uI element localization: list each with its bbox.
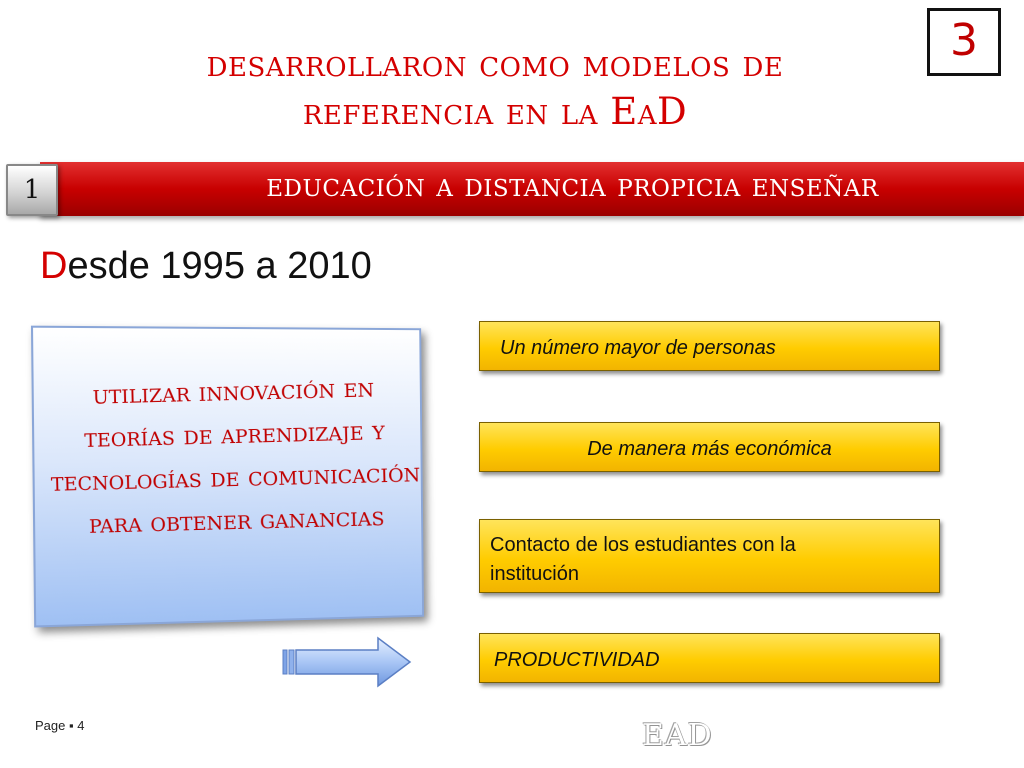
slide-number-box: 3 (927, 8, 1001, 76)
section-banner (40, 162, 1024, 216)
blue-card-text: utilizar innovación en teorías de aprendizaje y tecnologías de comunicación para obtener ganancias (50, 372, 421, 540)
option-box-personas (479, 321, 940, 371)
right-arrow-icon (282, 636, 414, 688)
banner-text: educación a distancia propicia enseñar (266, 165, 879, 204)
option-box-label: Contacto de los estudiantes con la institución (490, 534, 796, 585)
footer-logo: EAD (642, 718, 713, 753)
slide-title (60, 40, 930, 136)
option-box-economica (479, 422, 940, 472)
title-line-1: desarrollaron como modelos de (206, 42, 784, 85)
option-box-label: Un número mayor de personas (500, 337, 776, 359)
option-box-contacto (479, 519, 940, 593)
option-box-productividad (479, 633, 940, 683)
title-line-2: referencia en la EaD (302, 90, 688, 133)
option-box-label: PRODUCTIVIDAD (494, 649, 660, 671)
banner-number-badge: 1 (6, 164, 58, 216)
subtitle-initial: D (40, 245, 68, 287)
slide-subtitle (40, 245, 372, 288)
subtitle-rest: esde 1995 a 2010 (67, 245, 372, 287)
option-box-label: De manera más económica (587, 438, 832, 460)
footer-page-label: Page ▪ 4 (35, 718, 85, 733)
